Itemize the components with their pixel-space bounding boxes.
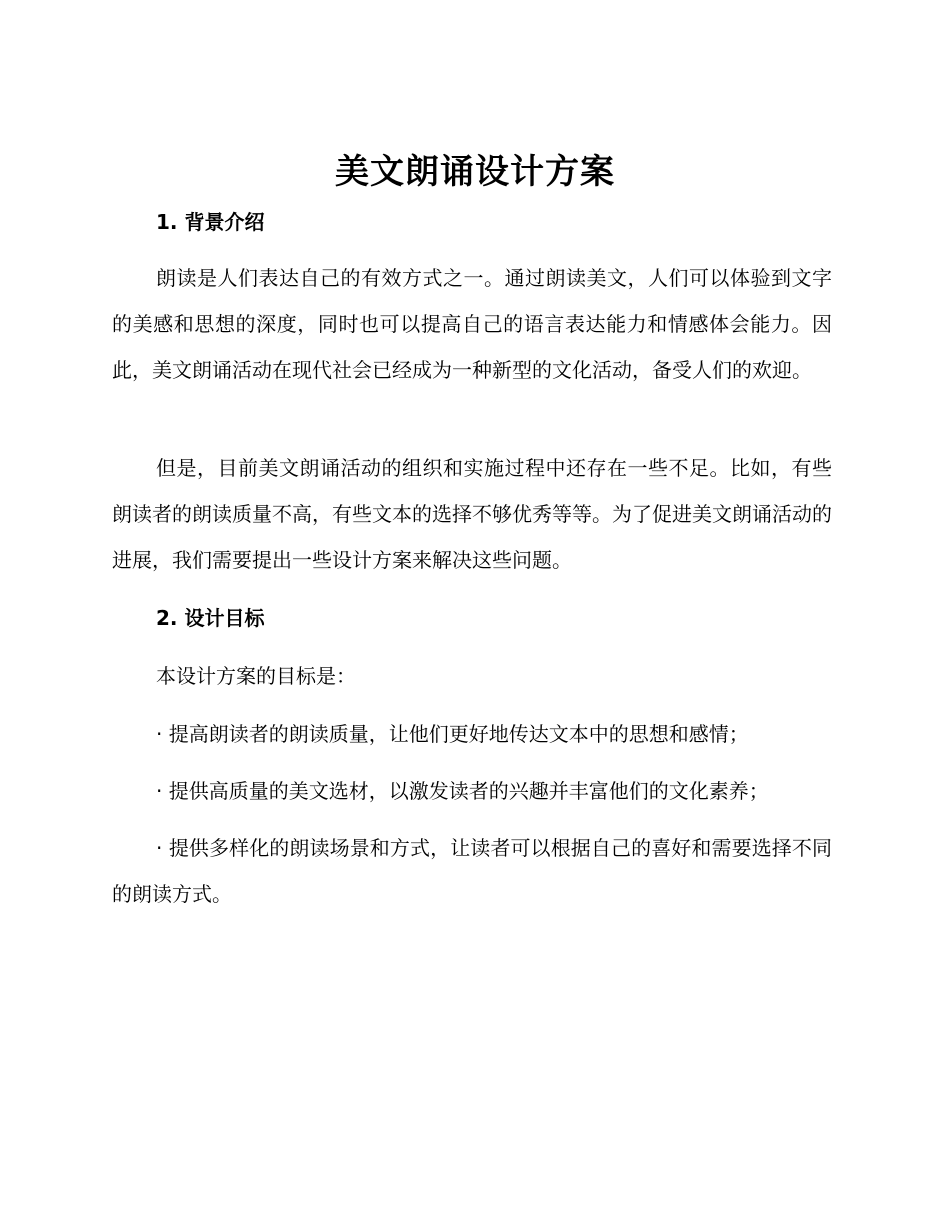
section-heading-background: 1. 背景介绍 xyxy=(156,210,265,234)
page-title: 美文朗诵设计方案 xyxy=(335,152,615,192)
goal-item-2: · 提供高质量的美文选材，以激发读者的兴趣并丰富他们的文化素养； xyxy=(156,779,769,803)
paragraph-background-2: 但是，目前美文朗诵活动的组织和实施过程中还存在一些不足。比如，有些朗读者的朗读质量不高，有些文本的选择不够优秀等等。为了促进美文朗诵活动的进展，我们需要提出一些设计方案来解决这些问题。 xyxy=(112,456,832,572)
section-heading-goals: 2. 设计目标 xyxy=(156,606,265,630)
goal-item-1: · 提高朗读者的朗读质量，让他们更好地传达文本中的思想和感情； xyxy=(156,722,749,746)
goal-item-3: · 提供多样化的朗读场景和方式，让读者可以根据自己的喜好和需要选择不同的朗读方式。 xyxy=(112,836,832,906)
paragraph-background-1: 朗读是人们表达自己的有效方式之一。通过朗读美文，人们可以体验到文字的美感和思想的深度，同时也可以提高自己的语言表达能力和情感体会能力。因此，美文朗诵活动在现代社会已经成为一种新型的文化活动，备受人们的欢迎。 xyxy=(112,266,832,382)
goals-intro: 本设计方案的目标是： xyxy=(156,664,356,688)
